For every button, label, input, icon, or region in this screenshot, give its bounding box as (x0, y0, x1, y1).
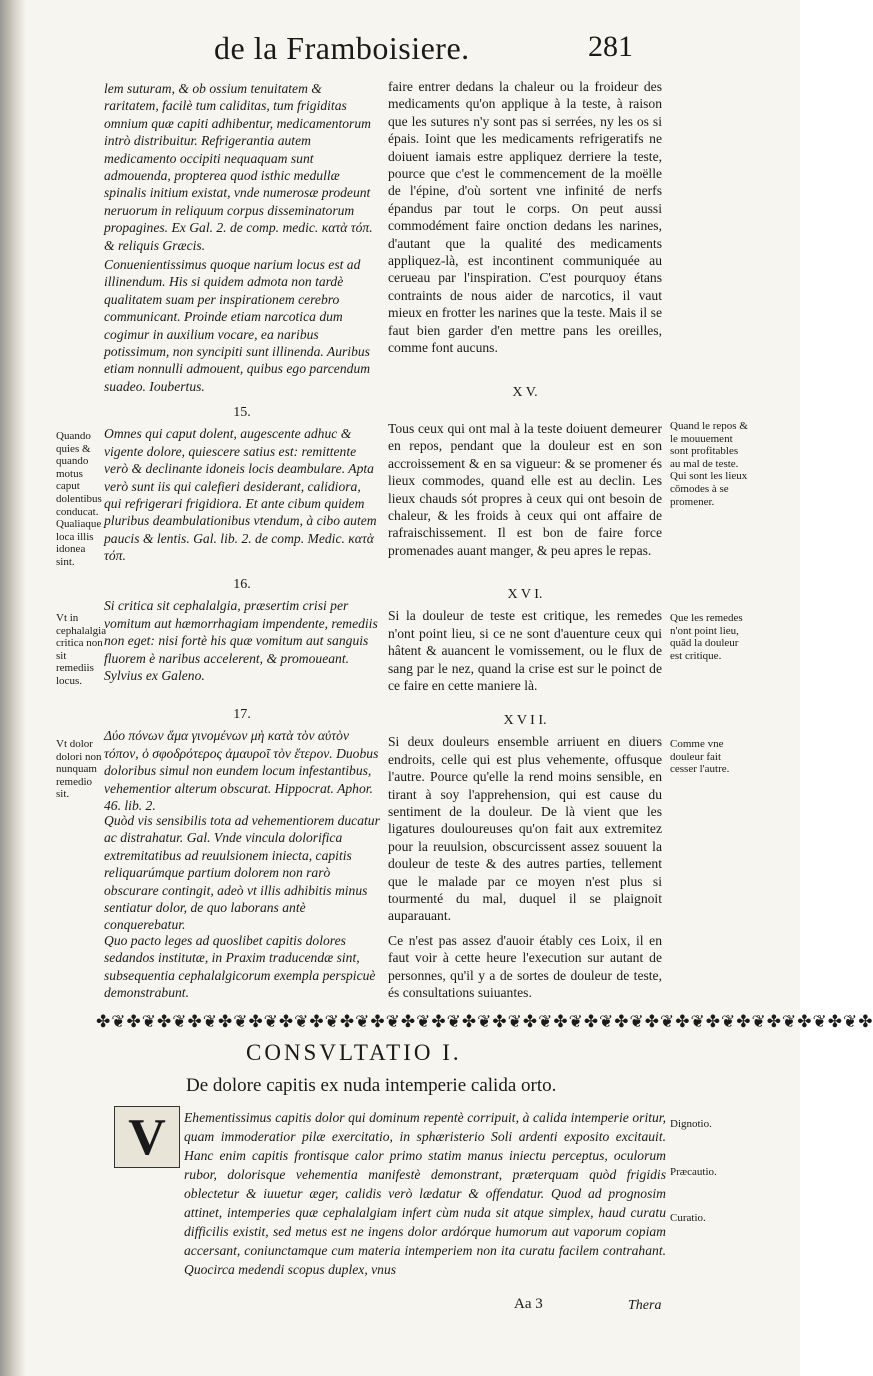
latin-paragraph: Quòd vis sensibilis tota ad vehementiorem ducatur ac distrahatur. Gal. Vnde vincula dolorifica extremitatibus ad reuulsionem iniecta, capitis reliquarúmque partium dolorem non rarò obscurare contingit, adeò vt illis adhibitis minus sentiatur dolor, de quo laborans antè conquerebatur. (104, 813, 380, 933)
latin-column (104, 932, 380, 1002)
french-column (388, 420, 662, 559)
binding-shadow (0, 0, 26, 1376)
latin-paragraph: Omnes qui caput dolent, augescente adhuc & vigente dolore, quiescere satius est: remittente verò & declinante idoneis locis deambulare. Apta verò sunt iis qui calefieri desiderant, calidiora, qui refrigerari frigidiora. Et ante cibum quidem pluribus deambulationibus vtendum, à cibo autem paucis & lentis. Gal. lib. 2. de comp. Medic. κατὰ τόπ. (104, 426, 377, 564)
page-number: 281 (588, 30, 633, 63)
decorated-initial: V (114, 1106, 180, 1168)
consultation-title: CONSVLTATIO I. (246, 1040, 462, 1065)
signature-mark: Aa 3 (514, 1296, 543, 1312)
section-number: 15. (233, 405, 251, 420)
consultation-body (114, 1108, 666, 1279)
margin-note-left: Vt dolor dolori non nunquam remedio sit. (56, 738, 102, 801)
margin-note-left: Quando quies & quando motus caput dolentibus conducat. Qualiaque loca illis idonea sint. (56, 430, 102, 568)
french-column (388, 580, 662, 694)
section-number: X V I I. (503, 713, 547, 728)
margin-note-right: Comme vne douleur fait cesser l'autre. (670, 738, 730, 776)
catchword: Thera (628, 1298, 662, 1313)
margin-note-right: Dignotio. (670, 1118, 712, 1130)
french-paragraph: Si la douleur de teste est critique, les remedes n'ont point lieu, si ce ne sont d'auenture ceux qui hâtent & auancent le vomissement, ou le flux de sang par le nez, quand la crise est sur le poinct de ce faire en cette maniere là. (388, 608, 662, 694)
running-title: de la Framboisiere. (214, 30, 470, 66)
margin-note-left: Vt in cephalalgia critica non sit remediis locus. (56, 612, 107, 687)
latin-column (104, 256, 380, 395)
french-paragraph: faire entrer dedans la chaleur ou la froideur des medicaments qu'on applique à la teste, à raison que les sutures n'y sont pas si serrées, ny les os si épais. Ioint que les medicaments refrigeratifs ne doiuent iamais estre appliquez derriere la teste, pource que c'est le commencement de la moëlle de l'épine, d'où sortent vne infinité de nerfs épandus par tout le corps. On peut aussi commodément faire onction dedans les narines, d'autant que la qualité des medicaments appliquez-là, est incontinent communiquée au cerueau par l'inspiration. C'est pourquoy étans contraints de nous aider de narcotics, il vaut mieux en frotter les narines que la teste. Mais il se faut bien garder d'en mettre pans les oreilles, comme font aucuns. (388, 79, 662, 356)
latin-paragraph: Δύο πόνων ἅμα γινομένων μὴ κατὰ τὸν αὐτὸν τόπον, ὁ σφοδρότερος ἀμαυροῖ τὸν ἕτερον. Duobus doloribus simul non eundem locum infestantibus, vehementior alterum obscurat. Hippocrat. Aphor. 46. lib. 2. (104, 728, 379, 814)
french-column (388, 706, 662, 925)
margin-note-right: Præcautio. (670, 1166, 717, 1178)
consultation-paragraph: Ehementissimus capitis dolor qui dominum repentè corripuit, à calida intemperie oritur, quam immoderatior pilæ exercitatio, in sphæristerio Soli ardenti exposito excitauit. Hanc enim capitis frontisque calor primo statim manus iniectu perceptus, oculorum rubor, dolorisque vehementia manifestè demonstrant, præterquam quòd frigidis oblectetur & iuuetur æger, calidis verò lædatur & offendatur. Quod ad prognosim attinet, intemperies quæ cephalalgiam infert cùm nuda sit atque simplex, haud curatu difficilis existit, sed metus est ne ingens dolor ardórque humorum aut vaporum copiam accersant, coniunctamque cum materia intemperiem non ita curatu facilem contrahant. Quocirca medendi scopus duplex, vnus (184, 1110, 666, 1277)
latin-column (104, 570, 380, 684)
margin-note-right: Quand le repos & le mouuement sont profitables au mal de teste. Qui sont les lieux cōmodes à se promener. (670, 420, 748, 508)
latin-paragraph: Conuenientissimus quoque narium locus est ad illinendum. His si quidem admota non tardè qualitatem suam per inspirationem cerebro communicant. Proinde etiam narcotica dum cogimur in auxilium vocare, ea naribus potissimum, non syncipiti sunt illinenda. Auribus etiam nonnulli admouent, quibus ego parcendum suadeo. Ioubertus. (104, 257, 371, 394)
section-number: 17. (233, 707, 251, 722)
section-number: X V. (512, 385, 538, 400)
french-column (388, 932, 662, 1002)
consultation-subtitle: De dolore capitis ex nuda intemperie calida orto. (186, 1075, 557, 1096)
latin-paragraph: Quo pacto leges ad quoslibet capitis dolores sedandos institutæ, in Praxim traducendæ sint, subsequentia cephalalgicorum exempla perspicuè demonstrabunt. (104, 933, 376, 1001)
french-column (388, 378, 662, 405)
french-paragraph: Ce n'est pas assez d'auoir étably ces Loix, il en faut voir à cette heure l'execution sur autant de personnes, qu'il y a de sortes de douleur de teste, és consultations suiuantes. (388, 933, 662, 1001)
latin-paragraph: Si critica sit cephalalgia, præsertim crisi per vomitum aut hæmorrhagiam impendente, remediis non eget: nisi fortè his quæ vomitum aut sanguis fluorem è naribus accelerent, & promoueant. Sylvius ex Galeno. (104, 598, 378, 684)
latin-column (104, 80, 380, 254)
fleuron-ornament-band: ✤❦✤❦✤❦✤❦✤❦✤❦✤❦✤❦✤❦✤❦✤❦✤❦✤❦✤❦✤❦✤❦✤❦✤❦✤❦✤❦✤❦✤❦✤❦✤❦✤❦✤ (96, 1012, 873, 1031)
french-paragraph: Tous ceux qui ont mal à la teste doiuent demeurer en repos, pendant que la douleur est en son accroissement & en sa vigueur: & se promener és lieux commodes, quand elle est au declin. Les lieux chauds sót propres à ceux qui ont besoin de chaleur, & les froids à ceux qui ont affaire de rafraischissement. Il est bon de faire force promenades auant manger, & peu apres le repas. (388, 421, 662, 558)
french-column (388, 78, 662, 357)
latin-column (104, 700, 380, 814)
latin-paragraph: lem suturam, & ob ossium tenuitatem & raritatem, facilè tum caliditas, tum frigiditas omnium quæ capiti adhibentur, medicamentorum intrò distribuitur. Refrigerantia autem medicamento occipiti nequaquam sunt admouenda, propterea quod isthic medullæ spinalis initium existat, vnde numerosæ prodeunt neruorum in reliquum corpus disseminatorum propagines. Ex Gal. 2. de comp. medic. κατὰ τόπ. & reliquis Græcis. (104, 81, 373, 253)
latin-column (104, 398, 380, 565)
section-number: X V I. (507, 587, 543, 602)
margin-note-right: Curatio. (670, 1212, 706, 1224)
french-paragraph: Si deux douleurs ensemble arriuent en diuers endroits, celle qui est plus vehemente, offusque l'autre. Pource qu'elle la rend moins sensible, en tirant à soy l'apprehension, qui est cause du sentiment de la douleur. De là vient que les ligatures douloureuses qu'on fait aux extremitez pour la reuulsion, obscurcissent assez souuent la douleur de teste & des autres parties, tellement que le malade par ce moyen n'est plus si tourmenté du mal, duquel il se plaignoit auparauant. (388, 734, 662, 924)
section-number: 16. (233, 577, 251, 592)
margin-note-right: Que les remedes n'ont point lieu, quād la douleur est critique. (670, 612, 743, 662)
latin-column (104, 812, 380, 934)
